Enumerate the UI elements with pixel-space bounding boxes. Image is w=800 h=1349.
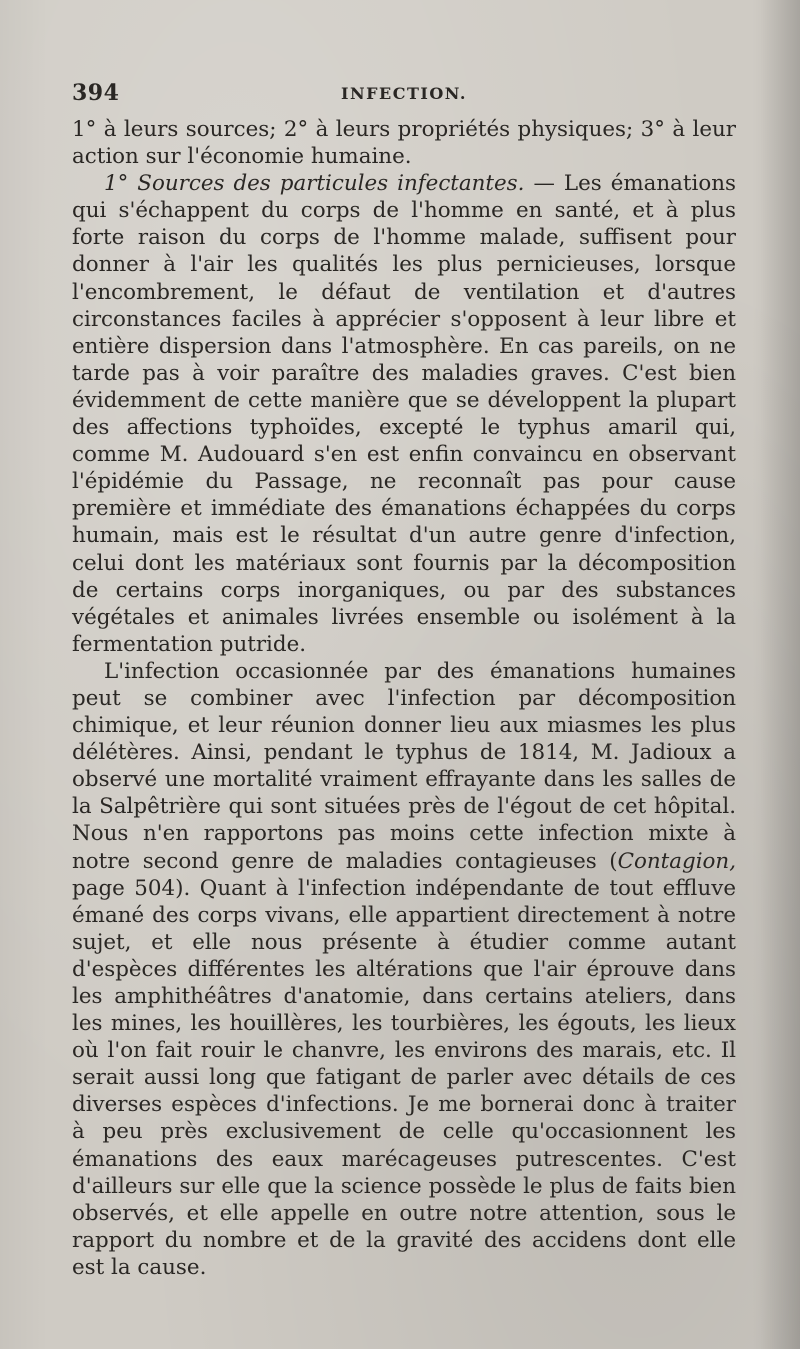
paragraph-3-text-a: L'infection occasionnée par des émanations humaines peut se combiner avec l'infection par décomposition chimique, et leur réunion donner lieu aux miasmes les plus délétères. Ainsi, pendant le typhus de 1814, M. Jadioux a observé une mortalité vraiment effrayante dans les salles de la Salpêtrière qui sont situées près de l'égout de cet hôpital. Nous n'en rapportons pas moins cette infection mixte à notre second genre de maladies contagieuses ( [72,658,736,874]
paragraph-2-text: — Les émanations qui s'échappent du corps de l'homme en santé, et à plus forte raison du corps de l'homme malade, suffisent pour donner à l'air les qualités les plus pernicieuses, lorsque l'encombrement, le défaut de ventilation et d'autres circonstances faciles à apprécier s'opposent à leur libre et entière dispersion dans l'atmosphère. En cas pareils, on ne tarde pas à voir paraître des maladies graves. C'est bien évidemment de cette manière que se développent la plupart des affections typhoïdes, excepté le typhus amaril qui, comme M. Audouard s'en est enfin convaincu en observant l'épidémie du Passage, ne reconnaît pas pour cause première et immédiate des émanations échappées du corps humain, mais est le résultat d'un autre genre d'infection, celui dont les matériaux sont fournis par la décomposition de certains corps inorganiques, ou par des substances végétales et animales livrées ensemble ou isolément à la fermentation putride. [72,171,736,657]
page-number: 394 [72,80,120,106]
section-heading: 1° Sources des particules infectantes. [104,171,525,197]
paragraph-3-text-b: page 504). Quant à l'infection indépendante de tout effluve émané des corps vivans, elle appartient directement à notre sujet, et elle nous présente à étudier comme autant d'espèces différentes les altérations que l'air éprouve dans les amphithéâtres d'anatomie, dans certains ateliers, dans les mines, les houillères, les tourbières, les égouts, les lieux où l'on fait rouir le chanvre, les environs des marais, etc. Il serait aussi long que fatigant de parler avec détails de ces diverses espèces d'infections. Je me bornerai donc à traiter à peu près exclusivement de celle qu'occasionnent les émanations des eaux marécageuses putrescentes. C'est d'ailleurs sur elle que la science possède le plus de faits bien observés, et elle appelle en outre notre attention, sous le rapport du nombre et de la gravité des accidens dont elle est la cause. [72,875,736,1280]
paragraph-3 [72,658,736,1281]
body-text [72,116,736,1281]
cross-reference: Contagion, [617,848,736,874]
paragraph-1: 1° à leurs sources; 2° à leurs propriétés physiques; 3° à leur action sur l'économie humaine. [72,117,736,170]
paragraph-2 [72,170,736,658]
page-edge-shadow [760,0,800,1349]
running-head [72,80,736,112]
running-title: INFECTION. [341,84,467,103]
